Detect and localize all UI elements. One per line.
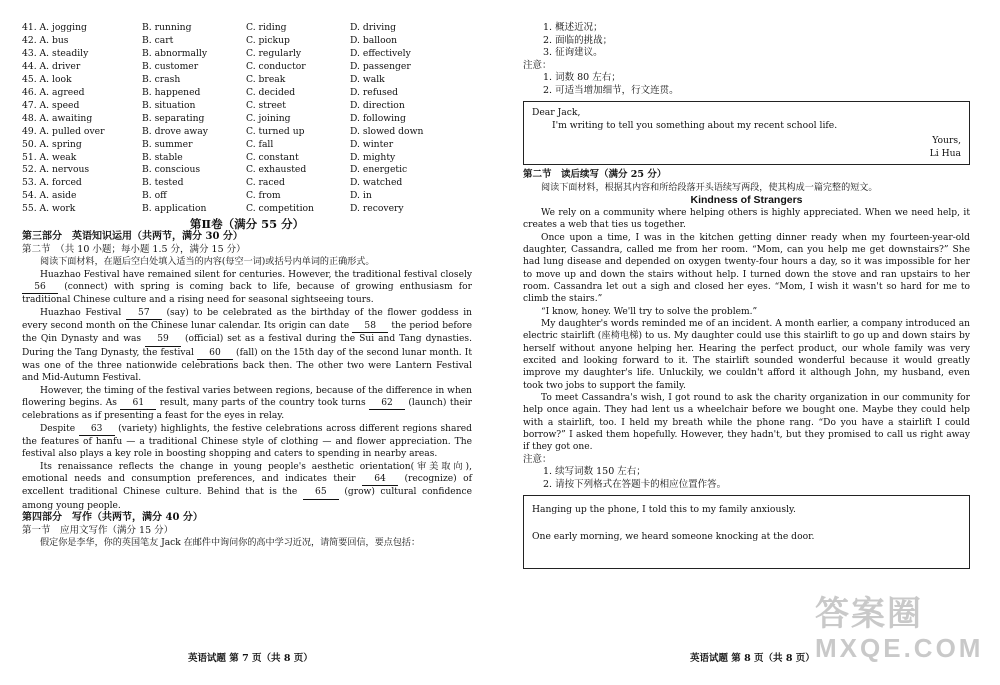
choice-option: C. decided [246, 86, 296, 98]
part4-prompt: 假定你是李华，你的英国笔友 Jack 在邮件中询问你的高中学习近况，请简要回信，要点包括： [40, 538, 421, 549]
choice-option: B. customer [142, 60, 199, 72]
choice-option: D. slowed down [350, 125, 424, 137]
choice-option: 46. A. agreed [22, 86, 85, 98]
passage-paragraph-2 [22, 307, 472, 385]
choice-option: 48. A. awaiting [22, 112, 93, 124]
choice-row [22, 139, 472, 152]
choice-row [22, 152, 472, 165]
choice-option: B. conscious [142, 164, 201, 176]
passage-text: (official) set as a festival during the Sui and Tang dynasties. During the Tang Dynasty, the festival [22, 334, 472, 358]
choice-option: C. raced [246, 177, 285, 189]
choice-option: 54. A. aside [22, 190, 77, 202]
story-title: Kindness of Strangers [690, 193, 803, 206]
choice-option: D. recovery [350, 203, 404, 215]
choice-option: D. refused [350, 86, 399, 98]
choice-option: B. tested [142, 177, 184, 189]
letter-greeting: Dear Jack, [532, 107, 581, 118]
choice-option: C. regularly [246, 47, 302, 59]
volume-ii-title: 第Ⅱ卷（满分 55 分） [189, 217, 305, 232]
page-footer-right: 英语试题 第 8 页（共 8 页） [690, 653, 815, 664]
blank-56: 56 [22, 281, 58, 294]
choice-option: D. energetic [350, 164, 408, 176]
choice-option: B. summer [142, 138, 193, 150]
choice-option: C. joining [246, 112, 291, 124]
choice-row [22, 22, 472, 35]
choice-option: D. in [350, 190, 372, 202]
passage-paragraph-5 [22, 461, 472, 512]
choice-option: D. watched [350, 177, 403, 189]
choice-option: C. constant [246, 151, 299, 163]
choice-option: 44. A. driver [22, 60, 81, 72]
story-body [523, 207, 970, 454]
choice-option: B. situation [142, 99, 196, 111]
blank-59: 59 [145, 333, 181, 346]
choice-option: 55. A. work [22, 203, 76, 215]
choice-option: B. off [142, 190, 167, 202]
section2-instruction: 阅读下面材料，根据其内容和所给段落开头语续写两段，使其构成一篇完整的短文。 [541, 182, 878, 193]
multiple-choice-options [22, 22, 472, 216]
blank-58: 58 [352, 320, 388, 333]
passage-paragraph-4 [22, 423, 472, 461]
watermark-logo-text: 答案圈 [815, 595, 923, 633]
choice-option: 42. A. bus [22, 34, 69, 46]
story-paragraph: “I know, honey. We'll try to solve the problem.” [541, 306, 758, 317]
letter-answer-box [523, 101, 970, 165]
passage-text: (variety) highlights, the festive celebrations across different regions shared the features of hanfu — a traditional Chinese style of clothing — and flower appreciation. The festival also plays a key role in boosting shopping and caters to spending in nearby areas. [22, 423, 472, 460]
page-footer-left: 英语试题 第 7 页（共 8 页） [188, 653, 313, 664]
part4-title: 第四部分 写作（共两节，满分 40 分） [22, 512, 203, 524]
site-watermark [815, 595, 1000, 675]
choice-option: C. pickup [246, 34, 290, 46]
choice-option: C. competition [246, 203, 314, 215]
choice-option: D. balloon [350, 34, 398, 46]
choice-row [22, 48, 472, 61]
choice-option: D. winter [350, 138, 394, 150]
choice-option: B. abnormally [142, 47, 208, 59]
choice-option: 43. A. steadily [22, 47, 89, 59]
choice-option: B. stable [142, 151, 183, 163]
note2-1: 1. 续写词数 150 左右； [543, 466, 646, 478]
choice-option: B. cart [142, 34, 174, 46]
choice-option: B. happened [142, 86, 201, 98]
choice-option: C. break [246, 73, 286, 85]
choice-row [22, 35, 472, 48]
note2-2: 2. 请按下列格式在答题卡的相应位置作答。 [543, 478, 727, 490]
letter-closing: Yours, [932, 135, 961, 146]
continuation-opening-1: Hanging up the phone, I told this to my family anxiously. [532, 504, 796, 516]
note-1: 1. 词数 80 左右； [543, 72, 621, 83]
passage-text: (recognize) of excellent traditional Chinese culture. Behind that is the [22, 474, 472, 498]
choice-option: B. application [142, 203, 207, 215]
choice-row [22, 126, 472, 139]
letter-opening: I'm writing to tell you something about my recent school life. [552, 120, 838, 131]
choice-option: 41. A. jogging [22, 22, 87, 33]
continuation-answer-box [523, 495, 970, 569]
choice-row [22, 61, 472, 74]
passage-text: (launch) their celebrations as if presenting a feast for the eyes in relay. [22, 398, 472, 422]
passage-text: However, the timing of the festival varies between regions, because of the difference in when flowering begins. As [22, 385, 472, 409]
choice-option: C. conductor [246, 60, 306, 72]
watermark-domain: MXQE.COM [815, 633, 984, 663]
blank-64: 64 [362, 473, 398, 486]
passage-text: (fall) on the 15th day of the second lunar month. It was one of the three nationwide celebrations back then. The other two were Lantern Festival and Mid-Autumn Festival. [22, 347, 472, 384]
blank-57: 57 [126, 307, 162, 320]
passage-text: Its renaissance reflects the change in young people's aesthetic orientation(审美取向), emotional needs and consumption preferences, and indicates their [22, 461, 472, 485]
choice-option: C. riding [246, 22, 287, 33]
part4-section-title: 第一节 应用文写作（满分 15 分） [22, 524, 174, 536]
choice-row [22, 74, 472, 87]
left-page [22, 22, 472, 550]
choice-option: 53. A. forced [22, 177, 82, 189]
note-label-2: 注意： [523, 453, 552, 465]
choice-option: 50. A. spring [22, 138, 82, 150]
blank-63: 63 [79, 423, 115, 436]
continuation-opening-2: One early morning, we heard someone knocking at the door. [532, 531, 815, 543]
choice-option: C. exhausted [246, 164, 307, 176]
blank-65: 65 [303, 486, 339, 499]
story-paragraph: To meet Cassandra's wish, I got round to ask the charity organization in our community for help once again. They had lent us a wheelchair before we bought one. Maybe they could help with a stairlift, too. I held my breath while the phone rang. “Do you have a stairlift I could borrow?” I asked them hopefully. However, they hadn't, but they promised to call us right away if they got one. [523, 393, 970, 453]
choice-option: B. drove away [142, 125, 208, 137]
choice-option: C. street [246, 99, 286, 111]
choice-option: D. driving [350, 22, 397, 33]
passage-text: (connect) with spring is coming back to life, because of growing enthusiasm for traditional Chinese culture and a rising need for seasonal sightseeing tours. [22, 281, 472, 306]
choice-option: D. walk [350, 73, 385, 85]
blank-61: 61 [120, 397, 156, 410]
choice-row [22, 177, 472, 190]
choice-option: 52. A. nervous [22, 164, 90, 176]
passage-text: the period before the Qin Dynasty and was [22, 321, 472, 345]
choice-row [22, 87, 472, 100]
choice-option: D. following [350, 112, 406, 124]
choice-row [22, 100, 472, 113]
part3-instruction: 阅读下面材料，在题后空白处填入适当的内容(每空一词)或括号内单词的正确形式。 [40, 257, 375, 268]
choice-option: B. running [142, 22, 192, 33]
passage-text: result, many parts of the country took turns [156, 398, 369, 409]
choice-option: C. fall [246, 138, 274, 150]
blank-60: 60 [197, 347, 233, 360]
passage-paragraph-1 [22, 269, 472, 307]
choice-option: 45. A. look [22, 73, 72, 85]
blank-62: 62 [369, 397, 405, 410]
note-label: 注意： [523, 59, 552, 71]
choice-row [22, 113, 472, 126]
choice-option: D. passenger [350, 60, 411, 72]
letter-signature: Li Hua [929, 148, 961, 159]
story-paragraph: My daughter's words reminded me of an incident. A month earlier, a company introduced an electric stairlift (座椅电梯) to us. My daughter could use this stairlift to go up and down stairs by herself without anyone helping her. Hearing the perfect product, our whole family was very excited and looking forward to it. The stairlift sounded wonderful because it would greatly improve my daughter's life. Unluckily, we couldn't afford it although John, my husband, even took two jobs to support the family. [523, 318, 970, 391]
choice-option: C. turned up [246, 125, 305, 137]
choice-row [22, 190, 472, 203]
passage-text: (grow) cultural confidence among young people. [22, 487, 472, 511]
section2-title: 第二节 读后续写（满分 25 分） [523, 169, 667, 180]
choice-option: 49. A. pulled over [22, 125, 105, 137]
choice-option: D. mighty [350, 151, 396, 163]
part3-title: 第三部分 英语知识运用（共两节，满分 30 分） [22, 231, 243, 243]
choice-row [22, 203, 472, 216]
passage-text: (say) to be celebrated as the birthday of the flower goddess in every second month on the Chinese lunar calendar. Its origin can date [22, 307, 472, 332]
choice-option: 51. A. weak [22, 151, 77, 163]
story-paragraph: Once upon a time, I was in the kitchen getting dinner ready when my fourteen-year-old daughter, Cassandra, called me from her room. “Mom, can you help me get downstairs?” She had lung disease and depended on oxygen twenty-four hours a day, so it was impossible for her to move up and down the stairs without help. I turned down the stove and ran upstairs to her room. Cassandra let out a sigh and closed her eyes. “Mom, I wish it wasn't so hard for me to climb the stairs.” [523, 232, 970, 305]
passage-text: Huazhao Festival [40, 307, 126, 318]
choice-option: D. effectively [350, 47, 411, 59]
choice-option: C. from [246, 190, 281, 202]
right-page [523, 22, 970, 569]
writing-point-3: 3. 征询建议。 [543, 47, 603, 58]
choice-option: B. separating [142, 112, 205, 124]
choice-row [22, 164, 472, 177]
choice-option: D. direction [350, 99, 405, 111]
part3-section-title: 第二节 （共 10 小题；每小题 1.5 分，满分 15 分） [22, 243, 246, 255]
note-2: 2. 可适当增加细节，行文连贯。 [543, 84, 679, 96]
passage-text: Despite [40, 423, 79, 434]
passage-paragraph-3 [22, 385, 472, 423]
passage-text: Huazhao Festival have remained silent for centuries. However, the traditional festival closely [40, 269, 472, 280]
writing-point-2: 2. 面临的挑战； [543, 34, 613, 46]
choice-option: B. crash [142, 73, 181, 85]
writing-point-1: 1. 概述近况； [543, 22, 603, 33]
choice-option: 47. A. speed [22, 99, 80, 111]
story-paragraph: We rely on a community where helping others is highly appreciated. When we need help, it creates a web that ties us together. [523, 207, 970, 231]
